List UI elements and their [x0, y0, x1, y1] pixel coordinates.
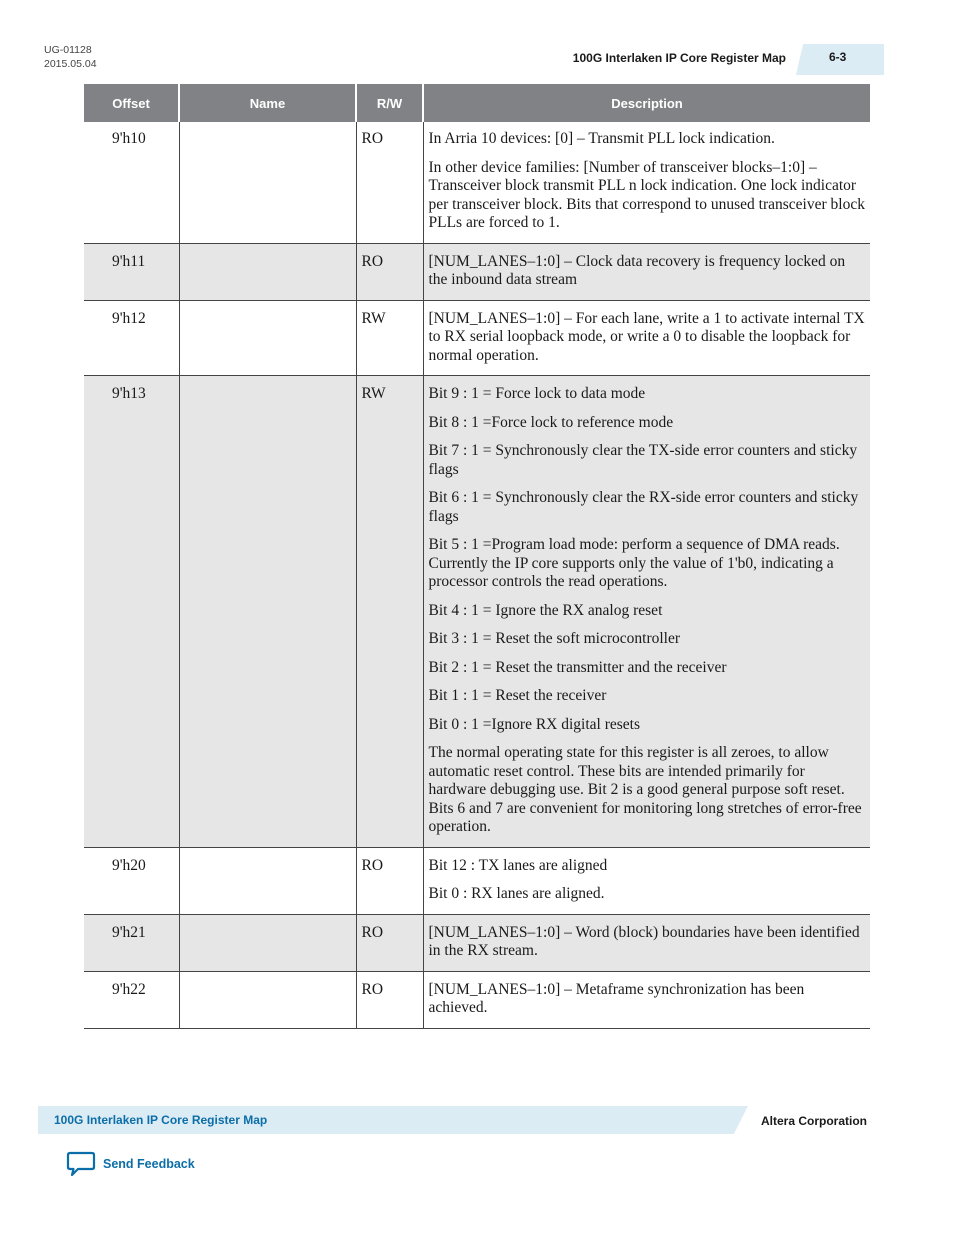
column-header-offset: Offset: [84, 84, 179, 122]
cell-name: [179, 122, 356, 243]
description-paragraph: The normal operating state for this register is all zeroes, to allow automatic reset control. These bits are intended primarily for hardware debugging use. Bit 2 is a good general purpose soft reset. Bits 6 and 7 are convenient for monitoring long stretches of error-free operation.: [428, 744, 862, 835]
description-paragraph: Bit 1 : 1 = Reset the receiver: [428, 687, 607, 704]
header-title: 100G Interlaken IP Core Register Map: [572, 51, 786, 65]
cell-rw: RO: [356, 971, 423, 1028]
table-row: [84, 243, 870, 300]
description-paragraph: In Arria 10 devices: [0] – Transmit PLL lock indication.: [428, 130, 775, 147]
document-date: 2015.05.04: [44, 58, 97, 70]
document-id: UG-01128: [44, 44, 92, 56]
description-paragraph: Bit 2 : 1 = Reset the transmitter and the receiver: [428, 658, 727, 676]
description-paragraph: Bit 7 : 1 = Synchronously clear the TX-side error counters and sticky flags: [428, 442, 858, 478]
cell-offset: 9'h20: [112, 856, 146, 874]
description-paragraph: Bit 0 : 1 =Ignore RX digital resets: [428, 715, 641, 733]
description-paragraph: Bit 6 : 1 = Synchronously clear the RX-side error counters and sticky flags: [428, 489, 859, 525]
table-row: [84, 122, 870, 243]
cell-name: [179, 300, 356, 376]
register-table: [84, 84, 870, 1029]
cell-offset: 9'h12: [112, 309, 146, 327]
cell-rw: RO: [356, 914, 423, 971]
footer-title[interactable]: 100G Interlaken IP Core Register Map: [54, 1113, 268, 1127]
column-header-rw: R/W: [356, 84, 423, 122]
description-paragraph: In other device families: [Number of transceiver blocks–1:0] – Transceiver block transmit PLL n lock indication. One lock indicator per transceiver block. Bits that correspond to unused transceiver block PLLs are forced to 1.: [428, 158, 865, 231]
description-paragraph: Bit 0 : RX lanes are aligned.: [428, 885, 605, 902]
cell-rw: RO: [356, 122, 423, 243]
cell-description: [423, 847, 870, 914]
table-body: [84, 122, 870, 1028]
cell-rw: RO: [356, 243, 423, 300]
cell-description: [423, 300, 870, 376]
cell-name: [179, 847, 356, 914]
cell-name: [179, 376, 356, 848]
document-id-block: [44, 43, 97, 71]
footer-corporation: Altera Corporation: [761, 1114, 868, 1128]
send-feedback-label: Send Feedback: [103, 1157, 195, 1171]
cell-offset: 9'h22: [112, 980, 146, 998]
cell-offset: 9'h11: [84, 243, 179, 300]
table-row: [84, 971, 870, 1028]
description-paragraph: Bit 5 : 1 =Program load mode: perform a sequence of DMA reads. Currently the IP core supports only the value of 1'b0, indicating a processor controls the read operations.: [428, 536, 840, 590]
cell-offset: 9'h21: [84, 914, 179, 971]
description-paragraph: Bit 12 : TX lanes are aligned: [428, 856, 608, 874]
cell-offset: 9'h10: [112, 130, 146, 147]
cell-description: [423, 122, 870, 243]
table-header-row: [84, 84, 870, 122]
cell-rw: RW: [356, 300, 423, 376]
description-paragraph: [NUM_LANES–1:0] – Word (block) boundaries have been identified in the RX stream.: [428, 923, 860, 959]
column-header-description: Description: [423, 84, 870, 122]
description-paragraph: Bit 3 : 1 = Reset the soft microcontroller: [428, 630, 681, 647]
cell-name: [179, 243, 356, 300]
cell-name: [179, 914, 356, 971]
cell-rw: RW: [356, 376, 423, 848]
table-row: [84, 300, 870, 376]
table-row: [84, 914, 870, 971]
table-row: [84, 847, 870, 914]
cell-offset: 9'h13: [84, 376, 179, 848]
description-paragraph: Bit 8 : 1 =Force lock to reference mode: [428, 413, 674, 431]
description-paragraph: Bit 4 : 1 = Ignore the RX analog reset: [428, 601, 663, 619]
speech-bubble-icon: [66, 1150, 96, 1178]
cell-description: [423, 971, 870, 1028]
cell-rw: RO: [356, 847, 423, 914]
cell-name: [179, 971, 356, 1028]
cell-description: [423, 243, 870, 300]
table-row: [84, 376, 870, 848]
column-header-name: Name: [179, 84, 356, 122]
description-paragraph: Bit 9 : 1 = Force lock to data mode: [428, 385, 646, 402]
description-paragraph: [NUM_LANES–1:0] – For each lane, write a 1 to activate internal TX to RX serial loopback mode, or write a 0 to disable the loopback for normal operation.: [428, 309, 865, 364]
cell-description: [423, 376, 870, 848]
send-feedback-link[interactable]: [66, 1150, 195, 1178]
description-paragraph: [NUM_LANES–1:0] – Metaframe synchronization has been achieved.: [428, 980, 805, 1016]
page-number: 6-3: [829, 50, 847, 64]
cell-description: [423, 914, 870, 971]
description-paragraph: [NUM_LANES–1:0] – Clock data recovery is frequency locked on the inbound data stream: [428, 252, 846, 288]
